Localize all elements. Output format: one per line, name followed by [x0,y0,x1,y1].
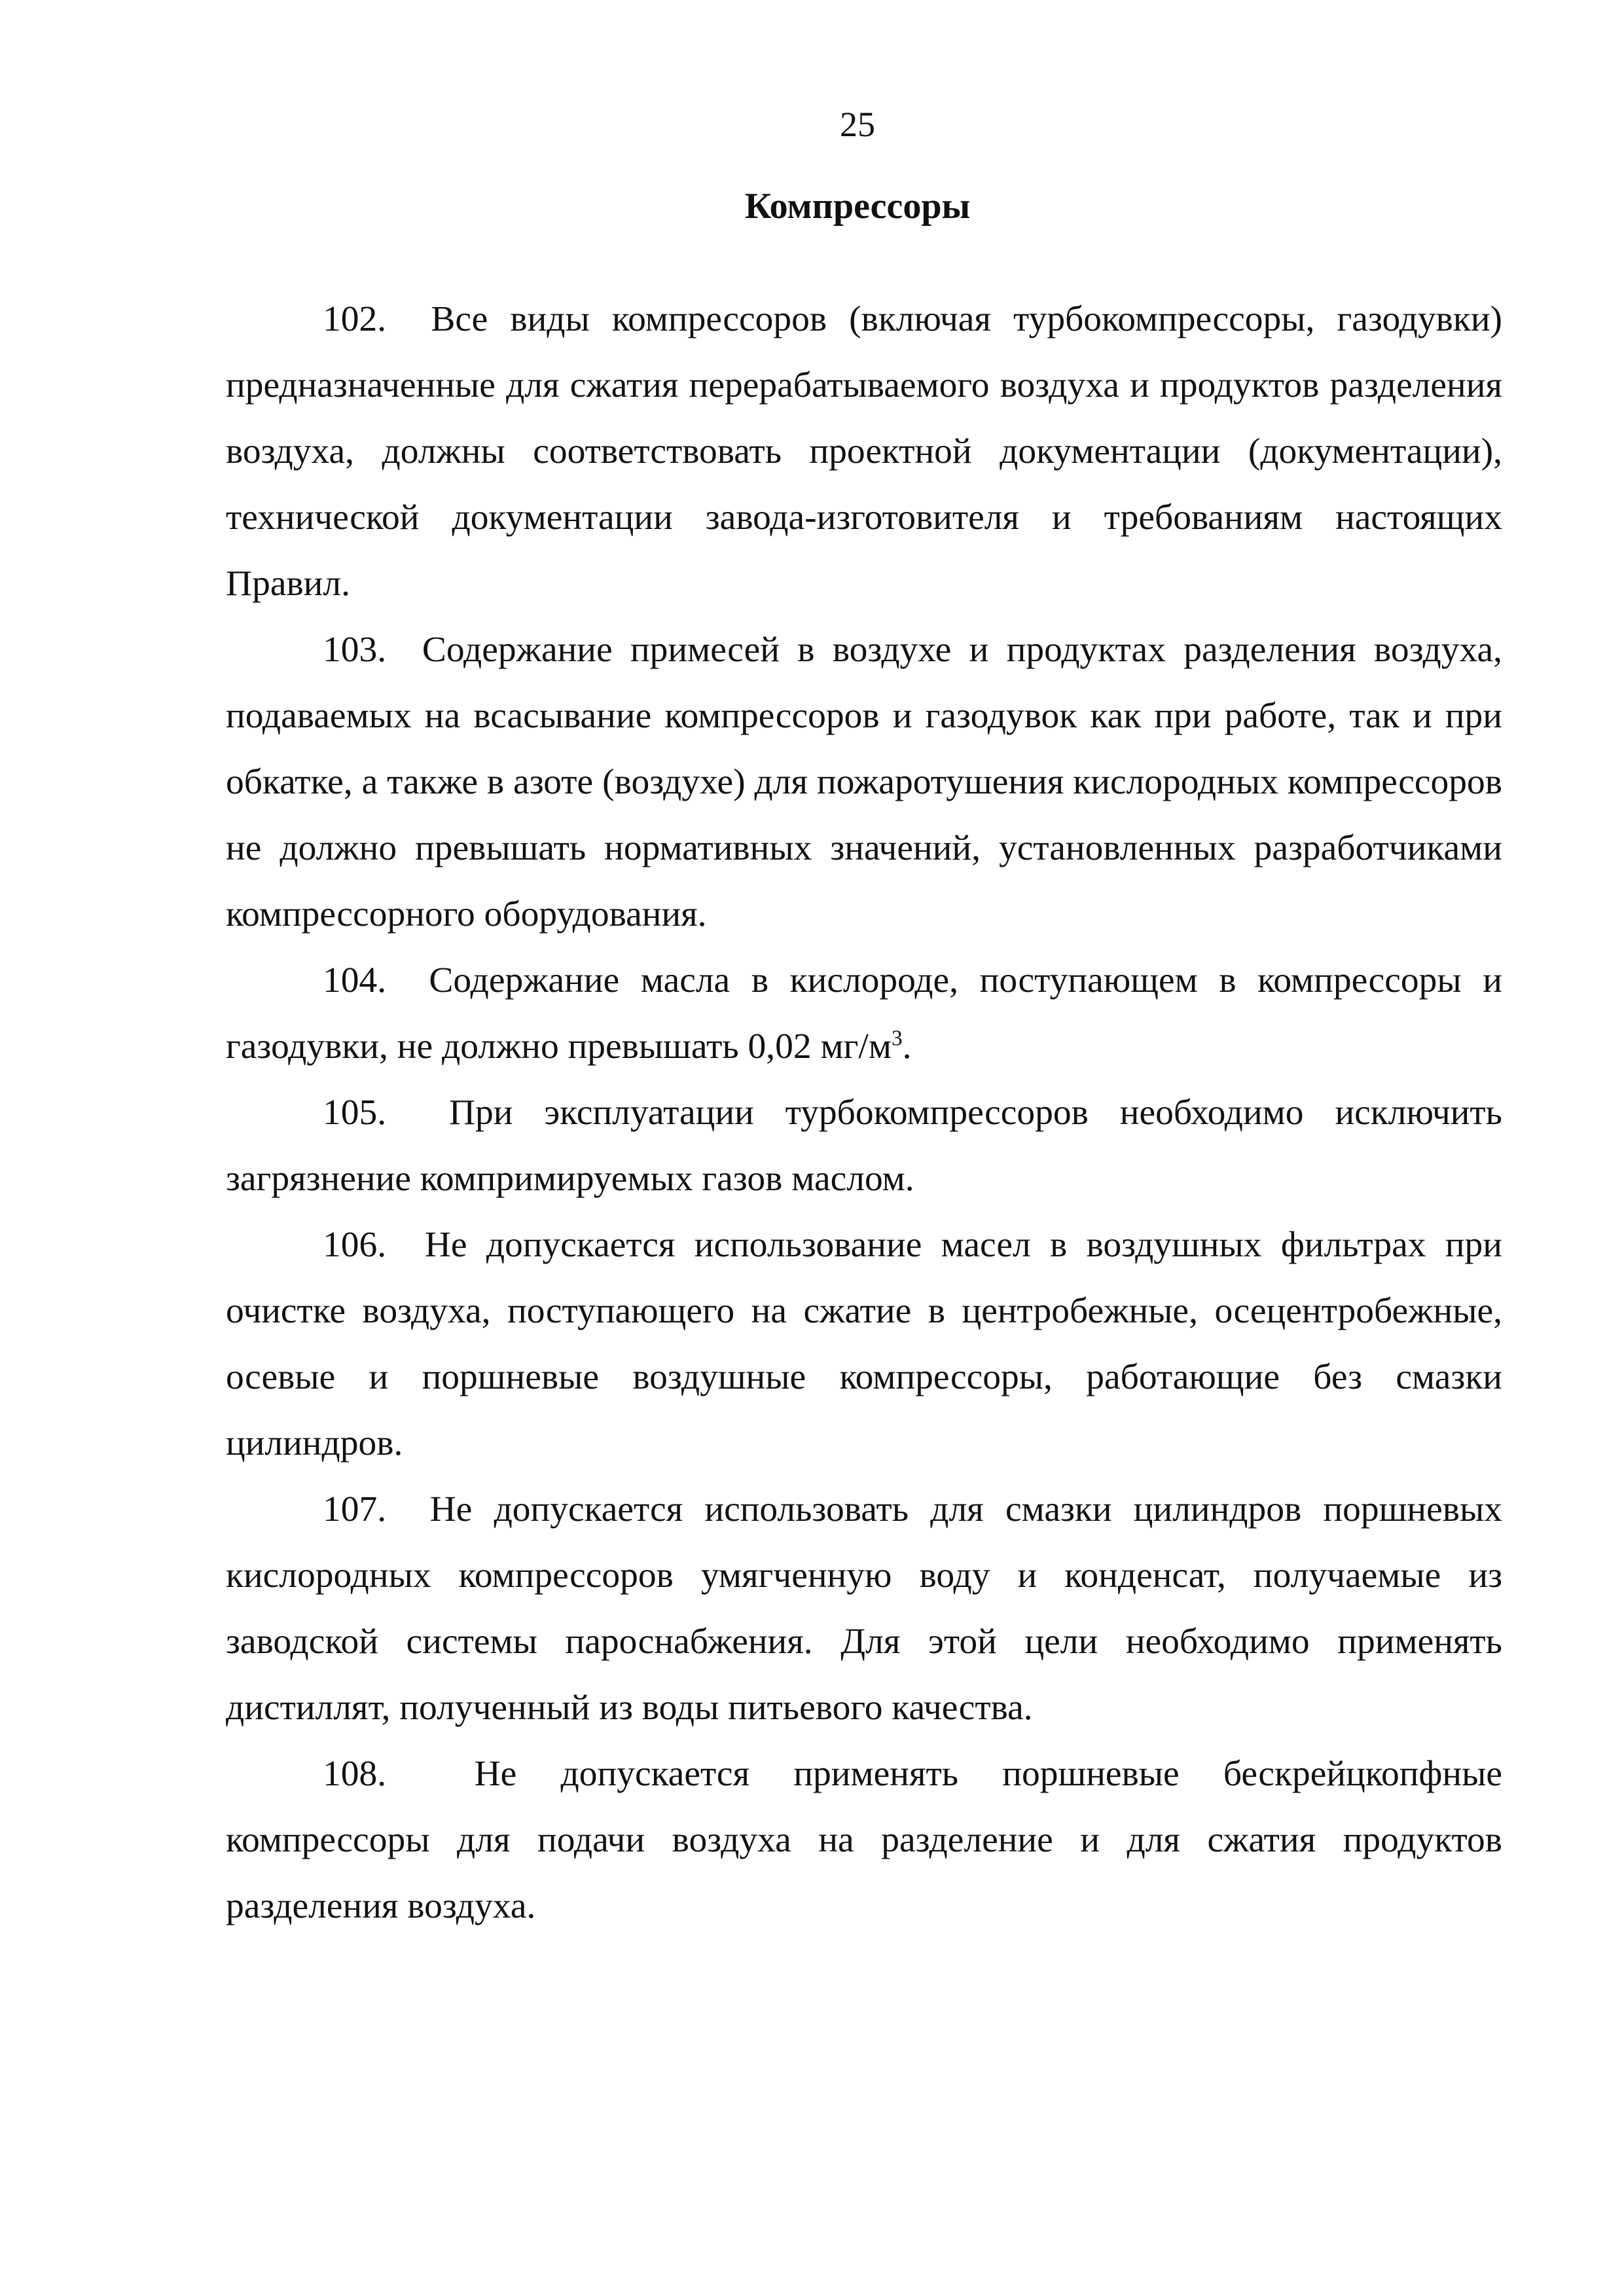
paragraph-106 [226,1212,1502,1476]
paragraph-number: 102. [323,299,387,339]
unit-superscript: 3 [891,1026,903,1051]
section-title: Компрессоры [744,186,971,227]
paragraph-text: Содержание масла в кислороде, поступающем в компрессоры и газодувки, не должно превышать 0,02 мг/м [226,960,1502,1066]
paragraph-number: 105. [323,1093,387,1133]
paragraph-text: Содержание примесей в воздухе и продуктах разделения воздуха, подаваемых на всасывание компрессоров и газодувок как при работе, так и при обкатке, а также в азоте (воздухе) для пожаротушения кислородных компрессоров не должно превышать нормативных значений, установленных разработчиками компрессорного оборудования. [226,630,1503,934]
paragraph-text: Все виды компрессоров (включая турбокомпрессоры, газодувки) предназначенные для сжатия перерабатываемого воздуха и продуктов разделения воздуха, должны соответствовать проектной документации (документации), технической документации завода-изготовителя и требованиям настоящих Правил. [226,299,1503,604]
paragraph-105 [226,1080,1502,1212]
paragraph-107 [226,1476,1502,1741]
paragraph-number: 106. [323,1225,387,1265]
paragraph-number: 108. [323,1754,387,1794]
paragraph-text: Не допускается применять поршневые бескрейцкопфные компрессоры для подачи воздуха на разделение и для сжатия продуктов разделения воздуха. [226,1754,1502,1926]
paragraph-text: Не допускается использование масел в воздушных фильтрах при очистке воздуха, поступающего на сжатие в центробежные, осецентробежные, осевые и поршневые воздушные компрессоры, работающие без смазки цилиндров. [226,1225,1502,1463]
paragraph-number: 107. [323,1489,387,1529]
paragraph-104 [226,947,1502,1080]
paragraph-text: Не допускается использовать для смазки цилиндров поршневых кислородных компрессоров умягченную воду и конденсат, получаемые из заводской системы пароснабжения. Для этой цели необходимо применять дистиллят, полученный из воды питьевого качества. [226,1489,1502,1728]
paragraph-102 [226,286,1502,617]
paragraph-108 [226,1741,1502,1939]
paragraph-text: При эксплуатации турбокомпрессоров необходимо исключить загрязнение компримируемых газов маслом. [226,1093,1502,1199]
paragraph-103 [226,617,1502,947]
document-body [226,286,1502,1939]
paragraph-number: 104. [323,960,387,1000]
paragraph-number: 103. [323,630,387,670]
paragraph-tail: . [902,1027,912,1066]
page-number: 25 [840,105,875,144]
